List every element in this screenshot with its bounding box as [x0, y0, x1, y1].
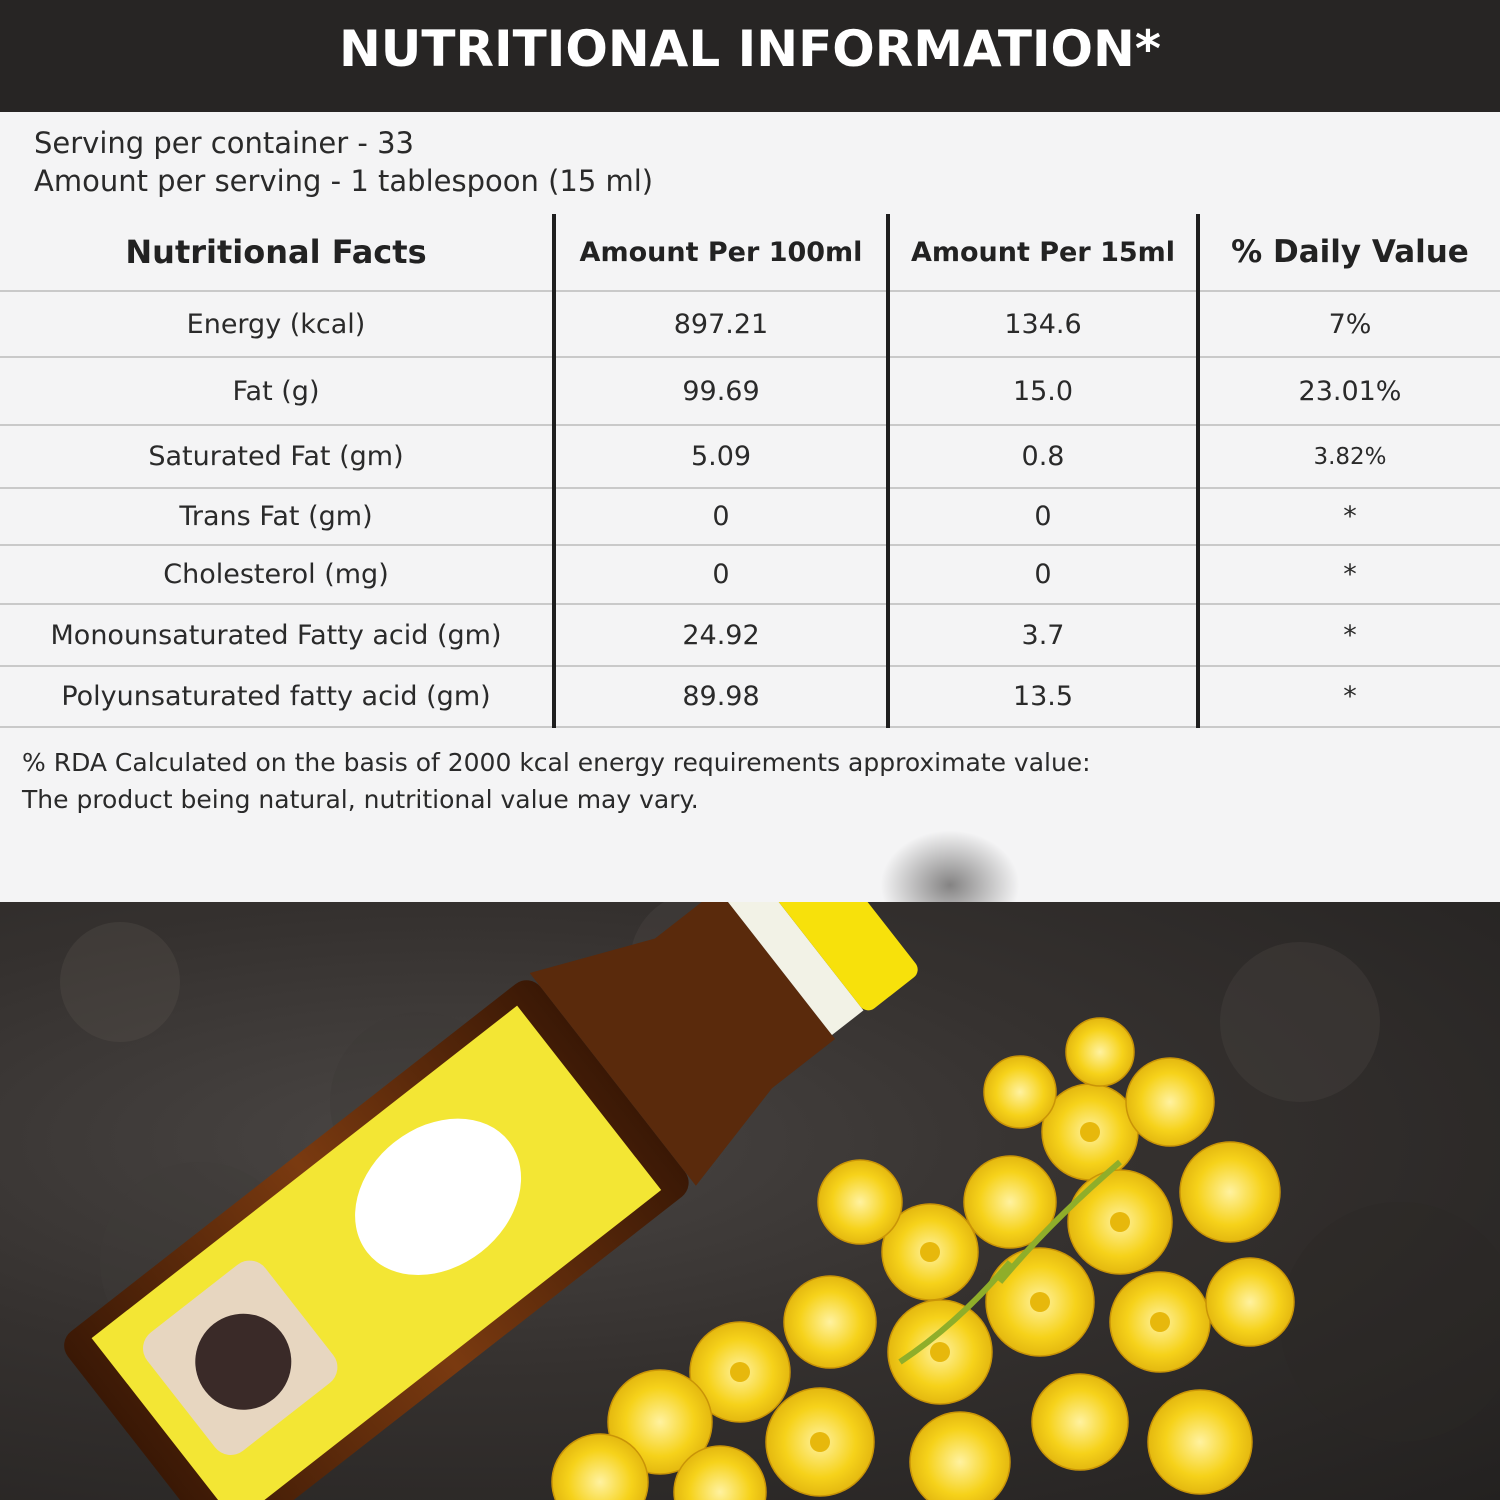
amount-100ml: 24.92 — [554, 604, 888, 666]
nutrient-name: Cholesterol (mg) — [0, 545, 554, 604]
amount-100ml: 89.98 — [554, 666, 888, 727]
nutrient-name: Fat (g) — [0, 357, 554, 425]
table-row — [0, 545, 1500, 604]
amount-15ml: 15.0 — [888, 357, 1198, 425]
daily-value: * — [1198, 545, 1500, 604]
header-banner — [0, 0, 1500, 112]
column-header: Nutritional Facts — [0, 214, 554, 291]
nutrient-name: Saturated Fat (gm) — [0, 425, 554, 488]
footnote-rda: % RDA Calculated on the basis of 2000 kcal energy requirements approximate value: — [22, 748, 1091, 777]
column-header: Amount Per 15ml — [888, 214, 1198, 291]
nutrition-table — [0, 214, 1500, 728]
product-photo — [0, 902, 1500, 1500]
amount-15ml: 0.8 — [888, 425, 1198, 488]
amount-15ml: 13.5 — [888, 666, 1198, 727]
footnote-natural: The product being natural, nutritional value may vary. — [22, 785, 699, 814]
table-row — [0, 291, 1500, 357]
amount-100ml: 99.69 — [554, 357, 888, 425]
amount-15ml: 134.6 — [888, 291, 1198, 357]
nutrient-name: Energy (kcal) — [0, 291, 554, 357]
table-row — [0, 488, 1500, 545]
table-row — [0, 357, 1500, 425]
page-title: NUTRITIONAL INFORMATION* — [338, 20, 1162, 78]
nutrient-name: Monounsaturated Fatty acid (gm) — [0, 604, 554, 666]
serving-info — [34, 124, 653, 200]
column-header: Amount Per 100ml — [554, 214, 888, 291]
daily-value: 3.82% — [1198, 425, 1500, 488]
amount-100ml: 0 — [554, 488, 888, 545]
amount-15ml: 3.7 — [888, 604, 1198, 666]
product-illustration — [0, 902, 1500, 1500]
nutrient-name: Trans Fat (gm) — [0, 488, 554, 545]
amount-100ml: 897.21 — [554, 291, 888, 357]
column-header: % Daily Value — [1198, 214, 1500, 291]
table-row — [0, 425, 1500, 488]
amount-100ml: 0 — [554, 545, 888, 604]
amount-15ml: 0 — [888, 488, 1198, 545]
daily-value: * — [1198, 604, 1500, 666]
amount-100ml: 5.09 — [554, 425, 888, 488]
daily-value: * — [1198, 666, 1500, 727]
table-header-row — [0, 214, 1500, 291]
daily-value: * — [1198, 488, 1500, 545]
table-row — [0, 666, 1500, 727]
amount-15ml: 0 — [888, 545, 1198, 604]
serving-per-container: Serving per container - 33 — [34, 126, 415, 160]
daily-value: 23.01% — [1198, 357, 1500, 425]
nutrient-name: Polyunsaturated fatty acid (gm) — [0, 666, 554, 727]
footnote — [22, 744, 1091, 818]
daily-value: 7% — [1198, 291, 1500, 357]
table-row — [0, 604, 1500, 666]
amount-per-serving: Amount per serving - 1 tablespoon (15 ml) — [34, 164, 654, 198]
